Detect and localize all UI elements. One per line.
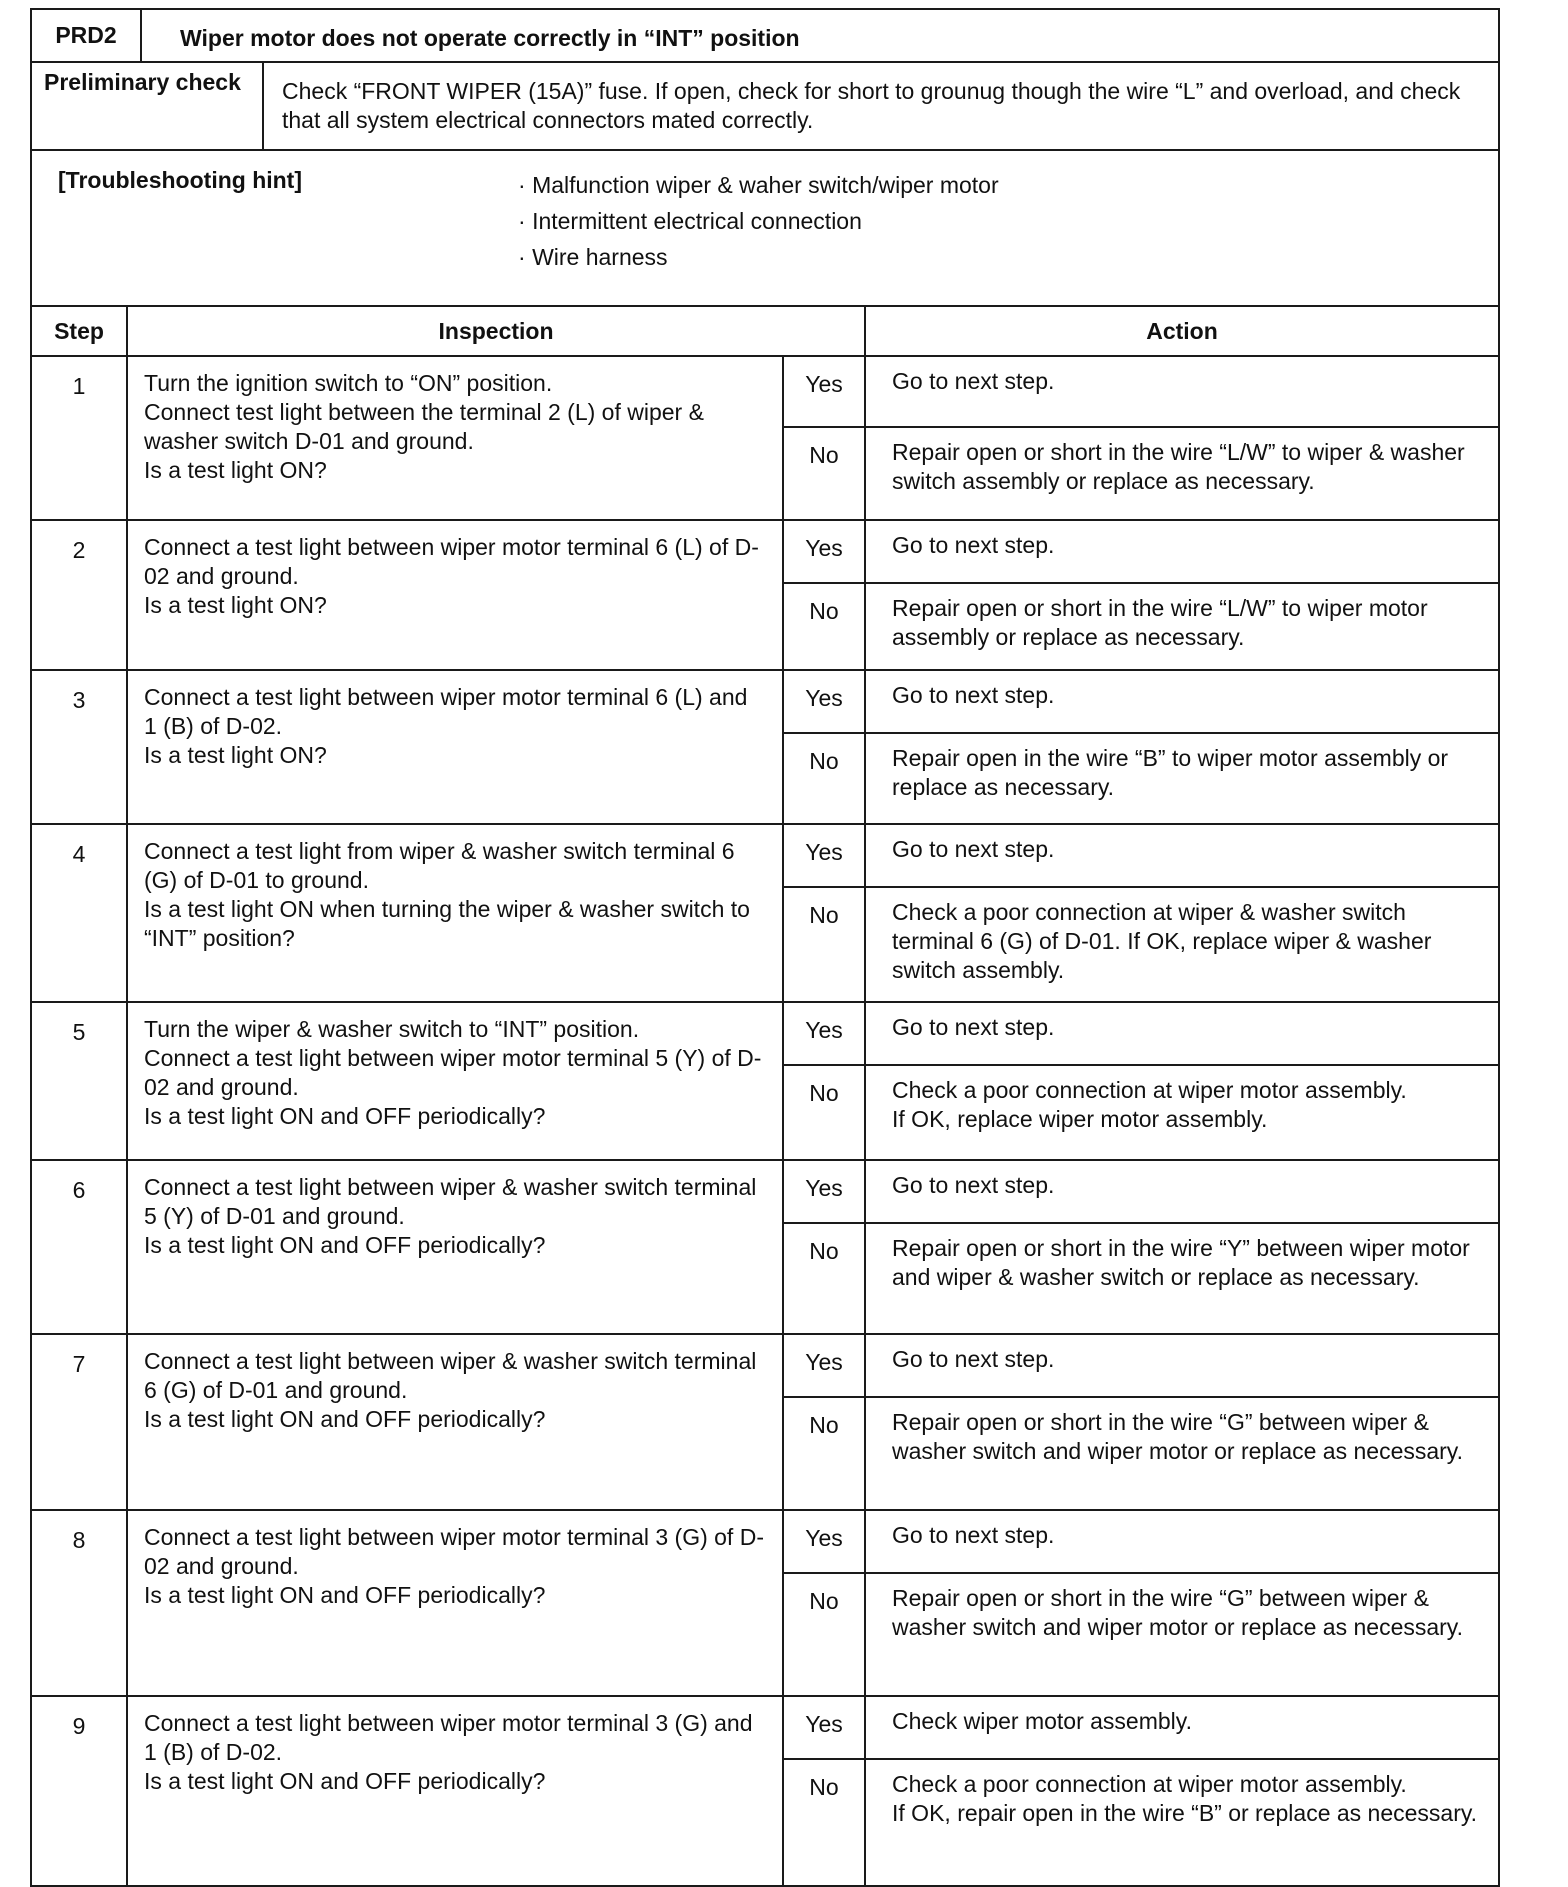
no-action: Repair open or short in the wire “L/W” to wiper & washer switch assembly or replace as necessary. — [865, 427, 1499, 520]
yes-action: Go to next step. — [865, 1160, 1499, 1223]
yes-action: Go to next step. — [865, 1510, 1499, 1573]
hint-item: · Intermittent electrical connection — [518, 203, 999, 239]
step-inspection: Connect a test light between wiper motor terminal 3 (G) of D-02 and ground. Is a test light ON and OFF periodically? — [127, 1510, 783, 1696]
yes-label: Yes — [783, 1510, 865, 1573]
no-label: No — [783, 1573, 865, 1696]
troubleshooting-hint — [31, 150, 1499, 306]
step-inspection: Connect a test light between wiper motor terminal 3 (G) and 1 (B) of D-02. Is a test light ON and OFF periodically? — [127, 1696, 783, 1886]
step-inspection: Turn the ignition switch to “ON” position. Connect test light between the terminal 2 (L) of wiper & washer switch D-01 and ground. Is a test light ON? — [127, 356, 783, 520]
yes-action: Go to next step. — [865, 824, 1499, 887]
step-number: 5 — [31, 1002, 127, 1160]
yes-action: Check wiper motor assembly. — [865, 1696, 1499, 1759]
procedure-code: PRD2 — [31, 9, 141, 62]
no-label: No — [783, 427, 865, 520]
preliminary-check-text: Check “FRONT WIPER (15A)” fuse. If open, check for short to grounug though the wire “L” and overload, and check that all system electrical connectors mated correctly. — [263, 62, 1499, 150]
step-row — [31, 1160, 1499, 1223]
yes-label: Yes — [783, 356, 865, 427]
no-label: No — [783, 1397, 865, 1510]
step-number: 8 — [31, 1510, 127, 1696]
yes-label: Yes — [783, 824, 865, 887]
preliminary-check-label: Preliminary check — [31, 62, 263, 150]
step-number: 6 — [31, 1160, 127, 1334]
step-number: 9 — [31, 1696, 127, 1886]
hint-item: · Wire harness — [518, 239, 999, 275]
header-table — [30, 8, 1500, 63]
step-row — [31, 670, 1499, 733]
step-number: 1 — [31, 356, 127, 520]
no-label: No — [783, 1223, 865, 1334]
no-action: Repair open or short in the wire “G” between wiper & washer switch and wiper motor or replace as necessary. — [865, 1397, 1499, 1510]
step-row — [31, 1696, 1499, 1759]
yes-action: Go to next step. — [865, 670, 1499, 733]
no-action: Repair open or short in the wire “Y” between wiper motor and wiper & washer switch or replace as necessary. — [865, 1223, 1499, 1334]
step-inspection: Connect a test light between wiper motor terminal 6 (L) of D-02 and ground. Is a test light ON? — [127, 520, 783, 670]
step-number: 7 — [31, 1334, 127, 1510]
yes-label: Yes — [783, 1696, 865, 1759]
step-inspection: Connect a test light between wiper & washer switch terminal 5 (Y) of D-01 and ground. Is a test light ON and OFF periodically? — [127, 1160, 783, 1334]
step-row — [31, 1334, 1499, 1397]
steps-table — [30, 305, 1500, 1887]
hint-table — [30, 149, 1500, 307]
no-action: Repair open or short in the wire “G” between wiper & washer switch and wiper motor or replace as necessary. — [865, 1573, 1499, 1696]
no-label: No — [783, 1065, 865, 1160]
no-action: Check a poor connection at wiper motor assembly. If OK, repair open in the wire “B” or replace as necessary. — [865, 1759, 1499, 1886]
step-inspection: Connect a test light from wiper & washer switch terminal 6 (G) of D-01 to ground. Is a test light ON when turning the wiper & washer switch to “INT” position? — [127, 824, 783, 1002]
step-number: 4 — [31, 824, 127, 1002]
yes-label: Yes — [783, 1334, 865, 1397]
no-label: No — [783, 1759, 865, 1886]
action-column-header: Action — [865, 306, 1499, 356]
hint-item: · Malfunction wiper & waher switch/wiper motor — [518, 167, 999, 203]
step-row — [31, 1002, 1499, 1065]
step-inspection: Connect a test light between wiper motor terminal 6 (L) and 1 (B) of D-02. Is a test light ON? — [127, 670, 783, 824]
preliminary-table — [30, 61, 1500, 151]
step-number: 2 — [31, 520, 127, 670]
no-label: No — [783, 887, 865, 1002]
yes-action: Go to next step. — [865, 520, 1499, 583]
step-inspection: Connect a test light between wiper & washer switch terminal 6 (G) of D-01 and ground. Is a test light ON and OFF periodically? — [127, 1334, 783, 1510]
yes-action: Go to next step. — [865, 356, 1499, 427]
yes-label: Yes — [783, 1160, 865, 1223]
step-row — [31, 824, 1499, 887]
no-label: No — [783, 583, 865, 670]
step-column-header: Step — [31, 306, 127, 356]
step-number: 3 — [31, 670, 127, 824]
hint-list — [518, 167, 999, 275]
no-action: Repair open or short in the wire “L/W” to wiper motor assembly or replace as necessary. — [865, 583, 1499, 670]
procedure-title: Wiper motor does not operate correctly in “INT” position — [141, 9, 1499, 62]
step-row — [31, 520, 1499, 583]
step-row — [31, 1510, 1499, 1573]
troubleshooting-sheet — [30, 8, 1500, 1887]
no-action: Check a poor connection at wiper motor assembly. If OK, replace wiper motor assembly. — [865, 1065, 1499, 1160]
yes-label: Yes — [783, 1002, 865, 1065]
no-action: Repair open in the wire “B” to wiper motor assembly or replace as necessary. — [865, 733, 1499, 824]
step-inspection: Turn the wiper & washer switch to “INT” position. Connect a test light between wiper motor terminal 5 (Y) of D-02 and ground. Is a test light ON and OFF periodically? — [127, 1002, 783, 1160]
step-row — [31, 356, 1499, 427]
yes-action: Go to next step. — [865, 1002, 1499, 1065]
no-label: No — [783, 733, 865, 824]
yes-label: Yes — [783, 670, 865, 733]
yes-action: Go to next step. — [865, 1334, 1499, 1397]
no-action: Check a poor connection at wiper & washer switch terminal 6 (G) of D-01. If OK, replace wiper & washer switch assembly. — [865, 887, 1499, 1002]
inspection-column-header: Inspection — [127, 306, 865, 356]
yes-label: Yes — [783, 520, 865, 583]
hint-label: [Troubleshooting hint] — [58, 167, 303, 193]
